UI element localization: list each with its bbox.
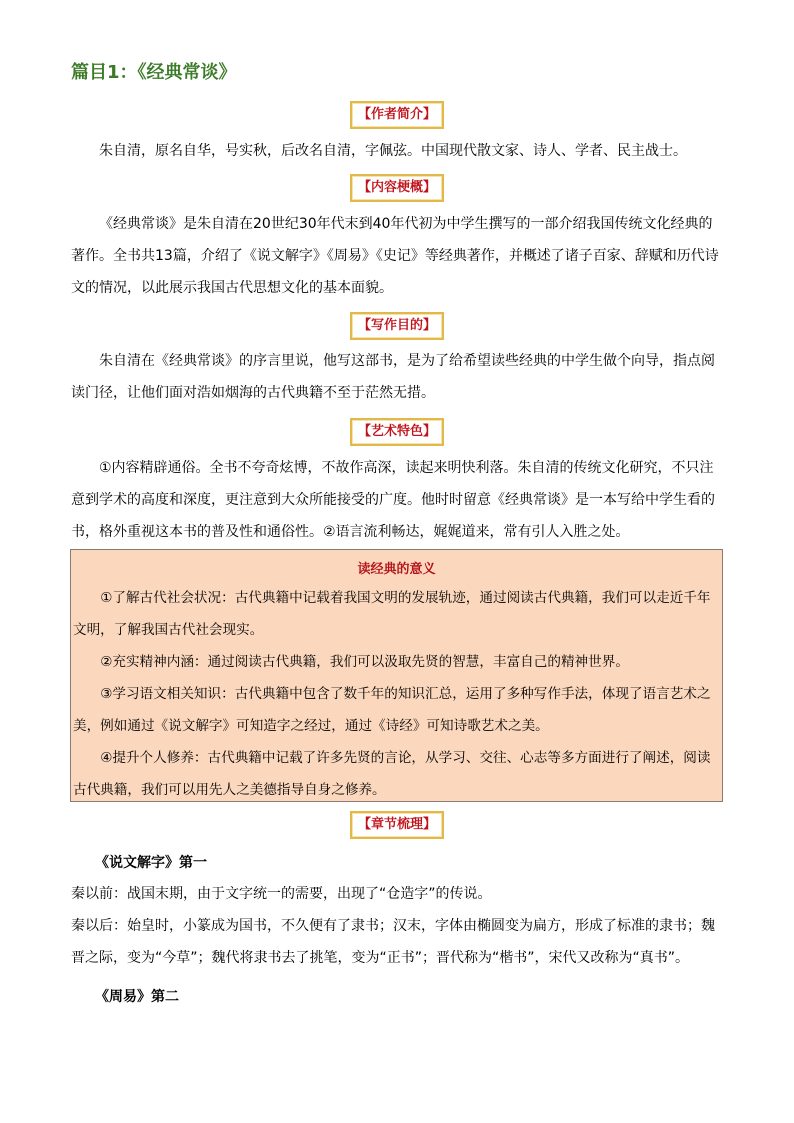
- callout-item-1: ①了解古代社会状况：古代典籍中记载着我国文明的发展轨迹，通过阅读古代典籍，我们可以走近千年文明，了解我国古代社会现实。: [73, 590, 711, 638]
- callout-item-2: ②充实精神内涵：通过阅读古代典籍，我们可以汲取先贤的智慧，丰富自己的精神世界。: [100, 654, 629, 670]
- section-tag-chapters: 【章节梳理】: [350, 811, 444, 839]
- section-tag-content: 【内容梗概】: [350, 174, 444, 202]
- reading-significance-box: [70, 549, 723, 802]
- page-title: 篇目1：《经典常谈》: [71, 62, 237, 83]
- chapter-text-before-qin: 秦以前：战国末期，由于文字统一的需要，出现了“仓造字”的传说。: [71, 886, 492, 902]
- section-tag-purpose: 【写作目的】: [350, 312, 444, 340]
- writing-purpose-text: 朱自清在《经典常谈》的序言里说，他写这部书，是为了给希望读些经典的中学生做个向导，指点阅读门径，让他们面对浩如烟海的古代典籍不至于茫然无措。: [71, 353, 715, 401]
- author-intro-text: 朱自清，原名自华，号实秋，后改名自清，字佩弦。中国现代散文家、诗人、学者、民主战士。: [99, 143, 687, 159]
- callout-item-4: ④提升个人修养：古代典籍中记载了许多先贤的言论，从学习、交往、心志等多方面进行了阐述，阅读古代典籍，我们可以用先人之美德指导自身之修养。: [73, 750, 711, 798]
- section-tag-author: 【作者简介】: [350, 101, 444, 129]
- section-tag-art: 【艺术特色】: [350, 418, 444, 446]
- content-summary-text: 《经典常谈》是朱自清在20世纪30年代末到40年代初为中学生撰写的一部介绍我国传统文化经典的著作。全书共13篇，介绍了《说文解字》《周易》《史记》等经典著作，并概述了诸子百家、辞赋和历代诗文的情况，以此展示我国古代思想文化的基本面貌。: [71, 216, 719, 296]
- art-features-text: ①内容精辟通俗。全书不夸奇炫博，不故作高深，读起来明快利落。朱自清的传统文化研究，不只注意到学术的高度和深度，更注意到大众所能接受的广度。他时时留意《经典常谈》是一本写给中学生看的书，格外重视这本书的普及性和通俗性。②语言流利畅达，娓娓道来，常有引人入胜之处。: [71, 460, 715, 540]
- chapter-heading-zhouyi: 《周易》第二: [95, 989, 179, 1005]
- callout-item-3: ③学习语文相关知识：古代典籍中包含了数千年的知识汇总，运用了多种写作手法，体现了语言艺术之美，例如通过《说文解字》可知造字之经过，通过《诗经》可知诗歌艺术之美。: [73, 686, 711, 734]
- chapter-text-after-qin: 秦以后：始皇时，小篆成为国书，不久便有了隶书；汉末，字体由椭圆变为扁方，形成了标准的隶书；魏晋之际，变为“今草”；魏代将隶书去了挑笔，变为“正书”；晋代称为“楷书”，宋代又改称为“真书”。: [71, 918, 715, 966]
- callout-title: 读经典的意义: [357, 562, 436, 577]
- chapter-heading-shuowen: 《说文解字》第一: [95, 855, 207, 871]
